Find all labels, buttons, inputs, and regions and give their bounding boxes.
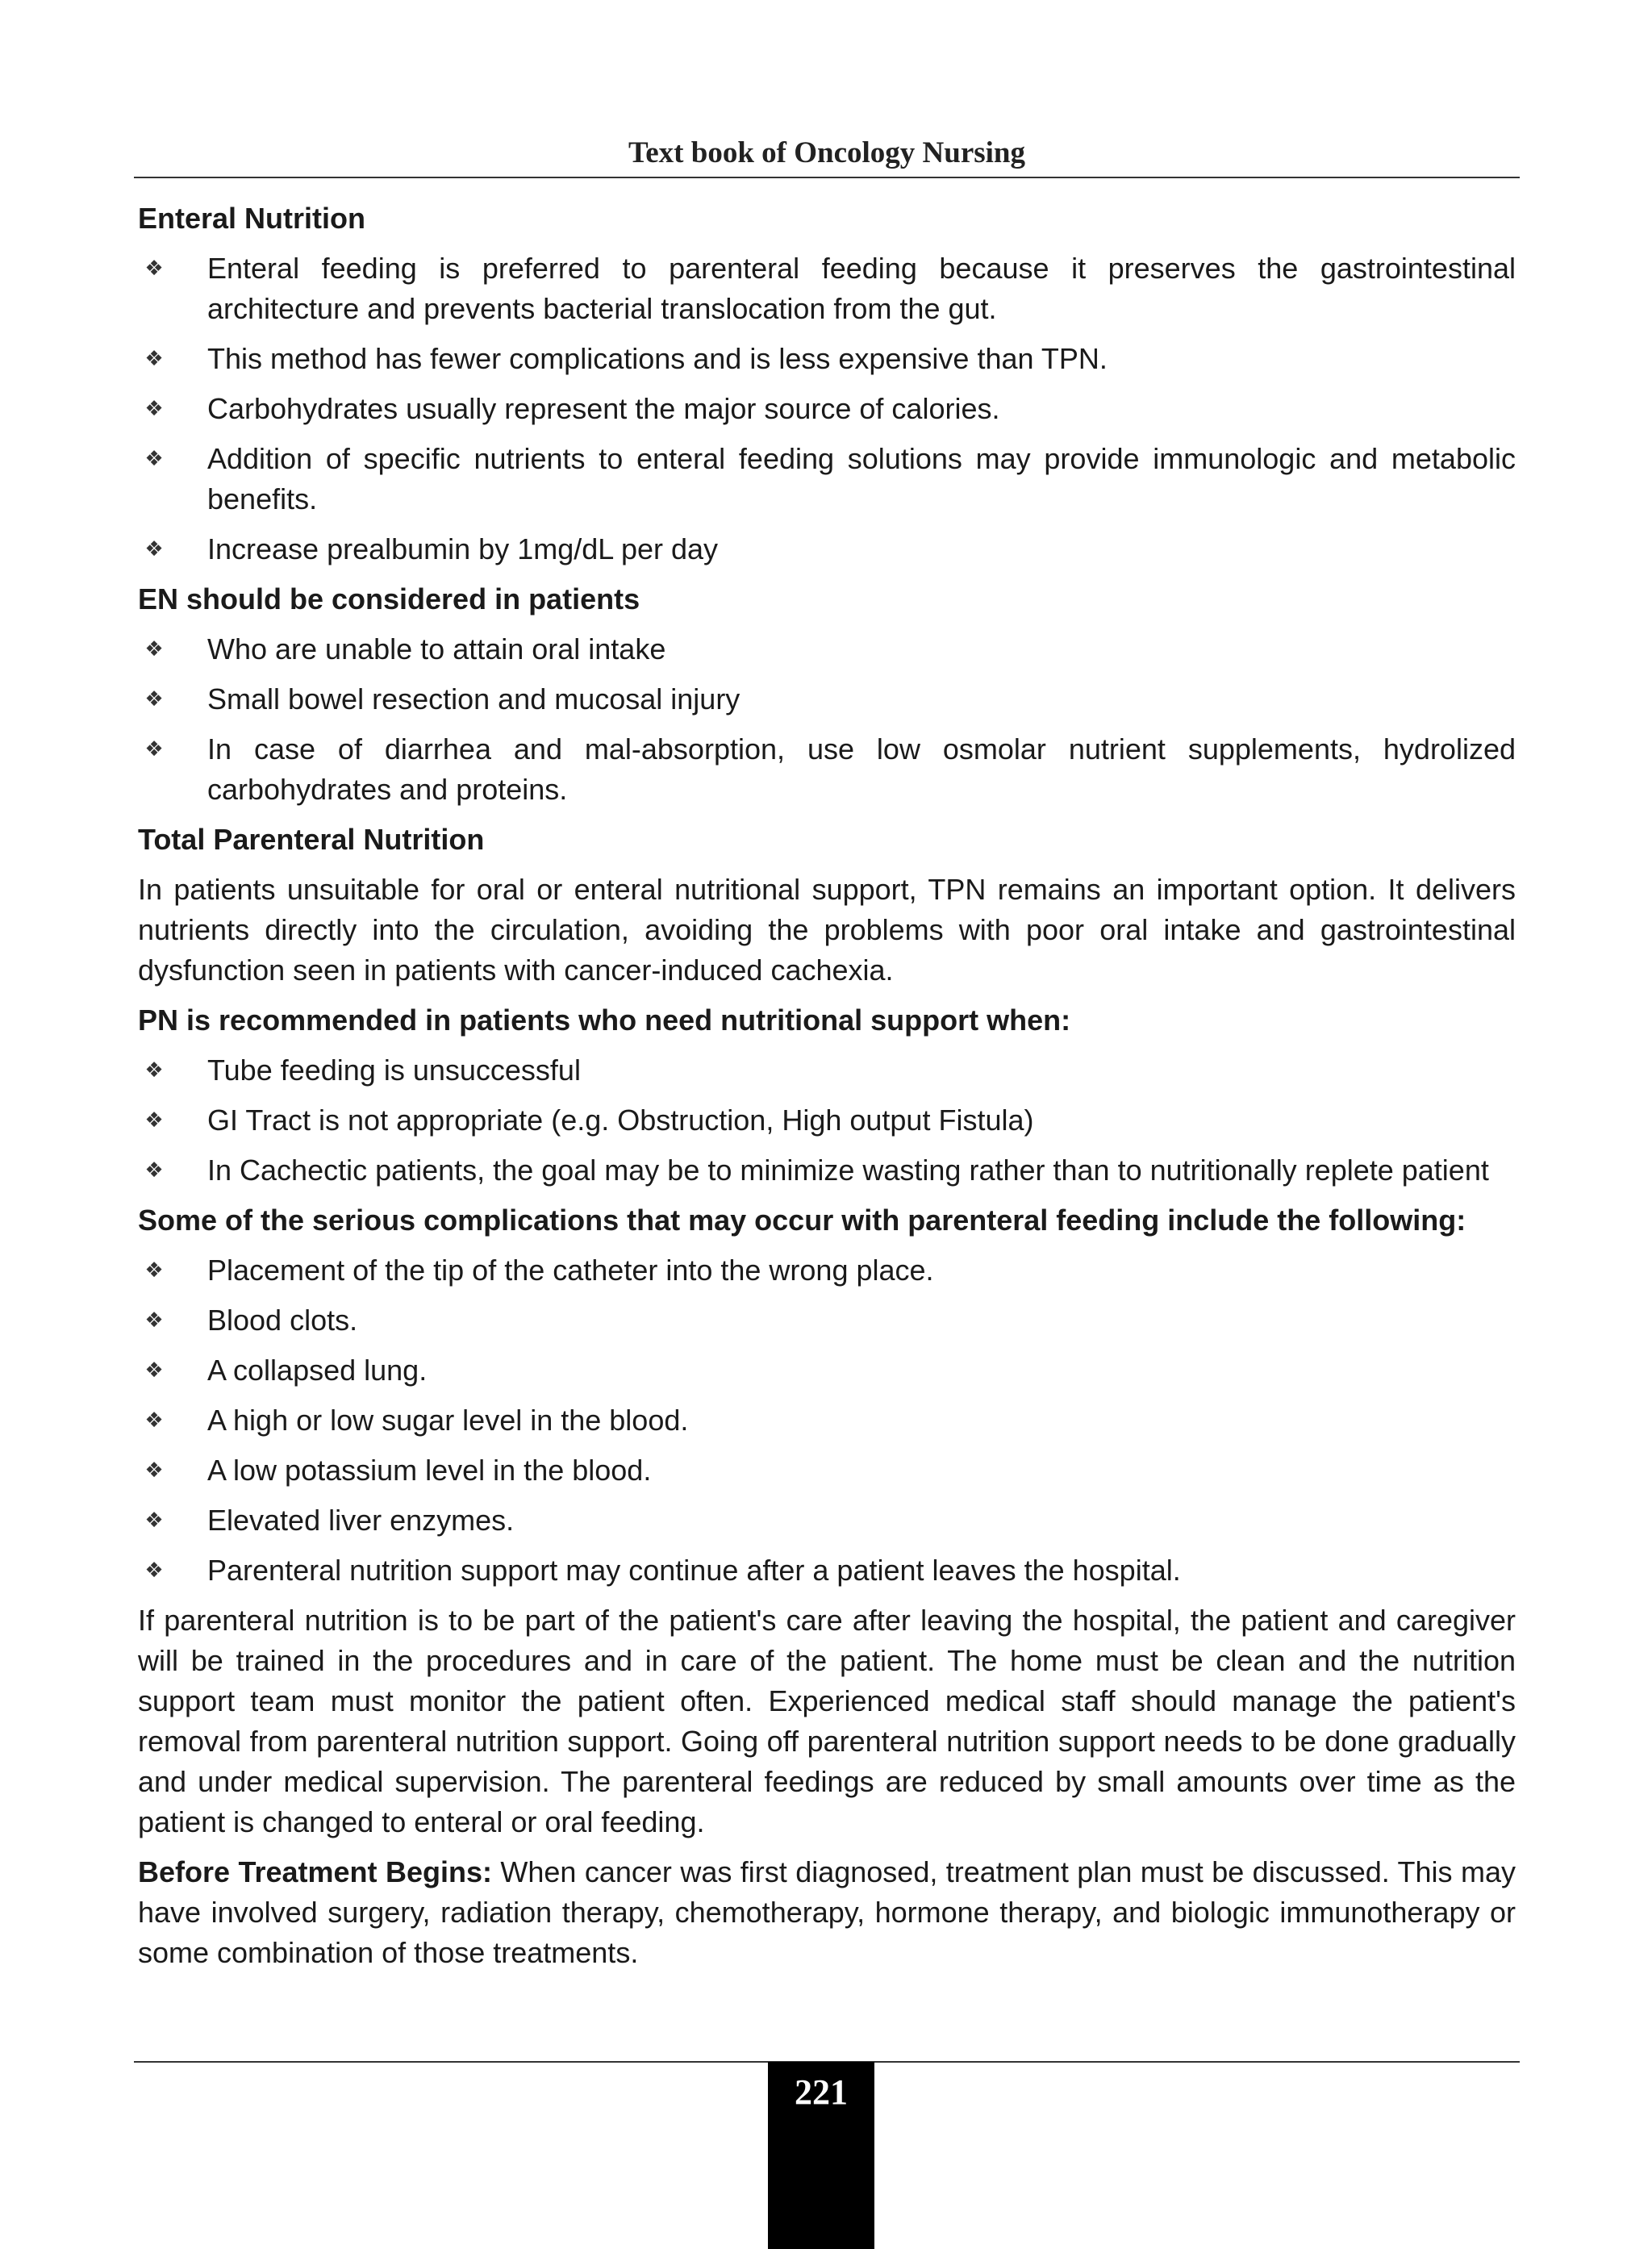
- diamond-bullet-icon: ❖: [144, 1308, 164, 1333]
- diamond-bullet-icon: ❖: [144, 1058, 164, 1083]
- list-item: [138, 1250, 1516, 1291]
- section-heading: Total Parenteral Nutrition: [138, 823, 485, 856]
- list-item: [138, 248, 1516, 329]
- diamond-bullet-icon: ❖: [144, 1258, 164, 1283]
- section-heading: Enteral Nutrition: [138, 202, 366, 235]
- diamond-bullet-icon: ❖: [144, 1358, 164, 1383]
- list-item-text: GI Tract is not appropriate (e.g. Obstruction, High output Fistula): [207, 1104, 1034, 1137]
- paragraph-lead: Before Treatment Begins:: [138, 1855, 492, 1888]
- list-item: [138, 1050, 1516, 1091]
- diamond-bullet-icon: ❖: [144, 1408, 164, 1433]
- list-item-text: Blood clots.: [207, 1304, 358, 1337]
- paragraph-text: When cancer was first diagnosed, treatment plan must be discussed. This may have involved surgery, radiation therapy, chemotherapy, hormone therapy, and biologic immunotherapy or some combination of those treatments.: [138, 1855, 1516, 1969]
- list-item-text: Who are unable to attain oral intake: [207, 632, 666, 666]
- list-item-text: A low potassium level in the blood.: [207, 1454, 652, 1487]
- list-item-text: Increase prealbumin by 1mg/dL per day: [207, 532, 719, 565]
- list-item: [138, 1150, 1516, 1191]
- diamond-bullet-icon: ❖: [144, 737, 164, 761]
- diamond-bullet-icon: ❖: [144, 1508, 164, 1533]
- list-item: [138, 339, 1516, 379]
- list-item: [138, 1450, 1516, 1491]
- list-item-text: Tube feeding is unsuccessful: [207, 1054, 581, 1087]
- list-item-text: Elevated liver enzymes.: [207, 1504, 515, 1537]
- diamond-bullet-icon: ❖: [144, 1158, 164, 1183]
- list-item: [138, 439, 1516, 519]
- list-item-text: In case of diarrhea and mal-absorption, use low osmolar nutrient supplements, hydrolized carbohydrates and proteins.: [207, 732, 1516, 806]
- list-item-text: Placement of the tip of the catheter into the wrong place.: [207, 1254, 934, 1287]
- list-item-text: Small bowel resection and mucosal injury: [207, 682, 740, 716]
- diamond-bullet-icon: ❖: [144, 537, 164, 561]
- list-item-text: Addition of specific nutrients to enteral feeding solutions may provide immunologic and metabolic benefits.: [207, 442, 1516, 515]
- list-item-text: A high or low sugar level in the blood.: [207, 1404, 689, 1437]
- section-heading: EN should be considered in patients: [138, 582, 640, 615]
- diamond-bullet-icon: ❖: [144, 257, 164, 281]
- list-item: [138, 1500, 1516, 1541]
- list-item: [138, 1100, 1516, 1141]
- list-item-text: Enteral feeding is preferred to parenteral feeding because it preserves the gastrointestinal architecture and prevents bacterial translocation from the gut.: [207, 252, 1516, 325]
- page-content: [138, 198, 1516, 1983]
- list-item: [138, 1300, 1516, 1341]
- before-treatment-paragraph: [138, 1852, 1516, 1973]
- list-item: [138, 1400, 1516, 1441]
- bullet-list: [138, 629, 1516, 810]
- bullet-list: [138, 248, 1516, 570]
- bullet-list: [138, 1250, 1516, 1591]
- list-item: [138, 389, 1516, 429]
- page-number: 221: [795, 2072, 848, 2112]
- list-item-text: This method has fewer complications and is less expensive than TPN.: [207, 342, 1108, 375]
- list-item: [138, 529, 1516, 570]
- list-item: [138, 1350, 1516, 1391]
- diamond-bullet-icon: ❖: [144, 1458, 164, 1483]
- body-paragraph: In patients unsuitable for oral or enteral nutritional support, TPN remains an important option. It delivers nutrients directly into the circulation, avoiding the problems with poor oral intake and gastrointestinal dysfunction seen in patients with cancer-induced cachexia.: [138, 873, 1516, 987]
- diamond-bullet-icon: ❖: [144, 637, 164, 661]
- section-heading: PN is recommended in patients who need nutritional support when:: [138, 1003, 1071, 1037]
- header-rule: [134, 177, 1520, 178]
- diamond-bullet-icon: ❖: [144, 447, 164, 471]
- running-header: Text book of Oncology Nursing: [628, 136, 1026, 169]
- closing-paragraph: If parenteral nutrition is to be part of the patient's care after leaving the hospital, the patient and caregiver will be trained in the procedures and in care of the patient. The home must be clean and the nutrition support team must monitor the patient often. Experienced medical staff should manage the patient's removal from parenteral nutrition support. Going off parenteral nutrition support needs to be done gradually and under medical supervision. The parenteral feedings are reduced by small amounts over time as the patient is changed to enteral or oral feeding.: [138, 1604, 1516, 1838]
- list-item: [138, 1550, 1516, 1591]
- diamond-bullet-icon: ❖: [144, 687, 164, 711]
- diamond-bullet-icon: ❖: [144, 1108, 164, 1133]
- list-item-text: Carbohydrates usually represent the major source of calories.: [207, 392, 1000, 425]
- list-item: [138, 729, 1516, 810]
- section-heading: Some of the serious complications that may occur with parenteral feeding include the following:: [138, 1204, 1466, 1237]
- list-item-text: Parenteral nutrition support may continue after a patient leaves the hospital.: [207, 1554, 1181, 1587]
- diamond-bullet-icon: ❖: [144, 347, 164, 371]
- list-item: [138, 629, 1516, 670]
- list-item-text: In Cachectic patients, the goal may be to minimize wasting rather than to nutritionally replete patient: [207, 1154, 1489, 1187]
- diamond-bullet-icon: ❖: [144, 1558, 164, 1583]
- bullet-list: [138, 1050, 1516, 1191]
- diamond-bullet-icon: ❖: [144, 397, 164, 421]
- list-item: [138, 679, 1516, 720]
- list-item-text: A collapsed lung.: [207, 1354, 428, 1387]
